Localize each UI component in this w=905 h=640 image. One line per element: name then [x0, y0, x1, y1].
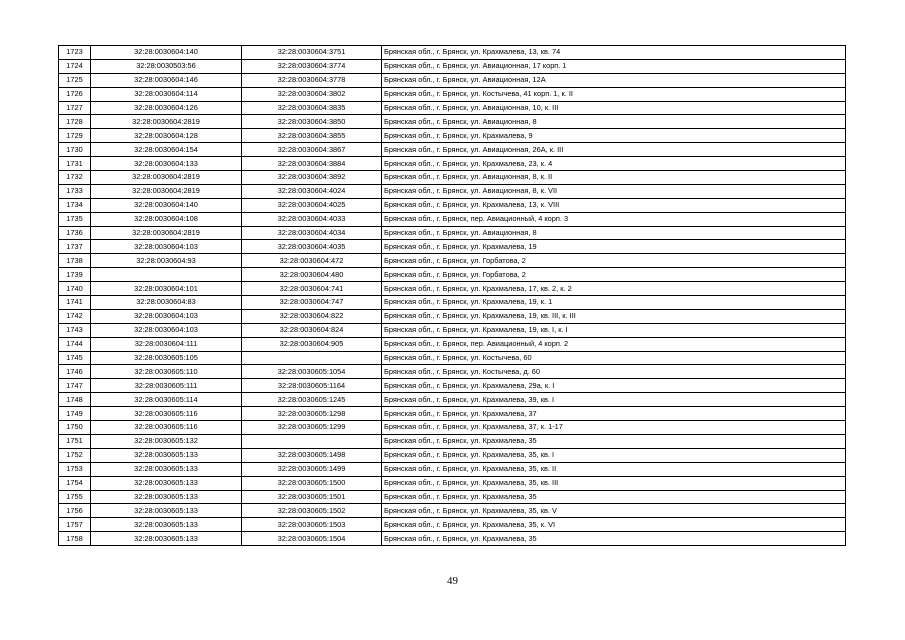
row-number-cell: 1752 [59, 448, 91, 462]
row-number-cell: 1751 [59, 434, 91, 448]
row-number-cell: 1757 [59, 518, 91, 532]
address-cell: Брянская обл., г. Брянск, ул. Крахмалева, 19, кв. I, к. I [382, 323, 846, 337]
object-cadastral-number-cell: 32:28:0030604:3867 [242, 143, 382, 157]
row-number-cell: 1732 [59, 171, 91, 185]
address-cell: Брянская обл., г. Брянск, ул. Крахмалева, 39, кв. I [382, 393, 846, 407]
land-cadastral-number-cell: 32:28:0030604:83 [91, 296, 242, 310]
row-number-cell: 1739 [59, 268, 91, 282]
address-cell: Брянская обл., г. Брянск, ул. Крахмалева, 13, кв. 74 [382, 46, 846, 60]
land-cadastral-number-cell: 32:28:0030605:105 [91, 351, 242, 365]
table-row [59, 212, 846, 226]
table-row [59, 379, 846, 393]
address-cell: Брянская обл., г. Брянск, ул. Крахмалева, 23, к. 4 [382, 157, 846, 171]
object-cadastral-number-cell: 32:28:0030604:747 [242, 296, 382, 310]
table-row [59, 462, 846, 476]
row-number-cell: 1743 [59, 323, 91, 337]
row-number-cell: 1735 [59, 212, 91, 226]
row-number-cell: 1726 [59, 87, 91, 101]
object-cadastral-number-cell: 32:28:0030604:3892 [242, 171, 382, 185]
address-cell: Брянская обл., г. Брянск, ул. Крахмалева, 19, кв. III, к. III [382, 309, 846, 323]
address-cell: Брянская обл., г. Брянск, ул. Авиационная, 26А, к. III [382, 143, 846, 157]
address-cell: Брянская обл., г. Брянск, ул. Крахмалева, 29а, к. I [382, 379, 846, 393]
address-cell: Брянская обл., г. Брянск, ул. Костычева, 41 корп. 1, к. II [382, 87, 846, 101]
land-cadastral-number-cell: 32:28:0030605:114 [91, 393, 242, 407]
address-cell: Брянская обл., г. Брянск, ул. Авиационная, 10, к. III [382, 101, 846, 115]
table-row [59, 240, 846, 254]
land-cadastral-number-cell: 32:28:0030605:133 [91, 448, 242, 462]
table-row [59, 490, 846, 504]
row-number-cell: 1747 [59, 379, 91, 393]
address-cell: Брянская обл., г. Брянск, ул. Авиационная, 8, к. II [382, 171, 846, 185]
table-row [59, 184, 846, 198]
table-row [59, 421, 846, 435]
row-number-cell: 1755 [59, 490, 91, 504]
land-cadastral-number-cell: 32:28:0030604:133 [91, 157, 242, 171]
object-cadastral-number-cell: 32:28:0030605:1298 [242, 407, 382, 421]
address-cell: Брянская обл., г. Брянск, ул. Крахмалева, 9 [382, 129, 846, 143]
land-cadastral-number-cell: 32:28:0030605:133 [91, 532, 242, 546]
row-number-cell: 1758 [59, 532, 91, 546]
object-cadastral-number-cell: 32:28:0030605:1054 [242, 365, 382, 379]
address-cell: Брянская обл., г. Брянск, ул. Крахмалева, 35, к. VI [382, 518, 846, 532]
table-row [59, 282, 846, 296]
object-cadastral-number-cell: 32:28:0030605:1502 [242, 504, 382, 518]
row-number-cell: 1753 [59, 462, 91, 476]
row-number-cell: 1756 [59, 504, 91, 518]
address-cell: Брянская обл., г. Брянск, ул. Крахмалева, 37 [382, 407, 846, 421]
object-cadastral-number-cell: 32:28:0030604:4024 [242, 184, 382, 198]
address-cell: Брянская обл., г. Брянск, ул. Крахмалева, 35 [382, 490, 846, 504]
address-cell: Брянская обл., г. Брянск, ул. Авиационная, 8 [382, 115, 846, 129]
table-row [59, 254, 846, 268]
table-row [59, 532, 846, 546]
object-cadastral-number-cell: 32:28:0030604:741 [242, 282, 382, 296]
land-cadastral-number-cell: 32:28:0030604:103 [91, 309, 242, 323]
address-cell: Брянская обл., г. Брянск, ул. Крахмалева, 13, к. VIII [382, 198, 846, 212]
object-cadastral-number-cell: 32:28:0030605:1503 [242, 518, 382, 532]
row-number-cell: 1744 [59, 337, 91, 351]
object-cadastral-number-cell: 32:28:0030604:3778 [242, 73, 382, 87]
land-cadastral-number-cell: 32:28:0030605:133 [91, 462, 242, 476]
address-cell: Брянская обл., г. Брянск, ул. Авиационная, 12А [382, 73, 846, 87]
row-number-cell: 1725 [59, 73, 91, 87]
land-cadastral-number-cell: 32:28:0030604:140 [91, 198, 242, 212]
object-cadastral-number-cell: 32:28:0030604:905 [242, 337, 382, 351]
row-number-cell: 1749 [59, 407, 91, 421]
table-row [59, 323, 846, 337]
row-number-cell: 1742 [59, 309, 91, 323]
row-number-cell: 1733 [59, 184, 91, 198]
land-cadastral-number-cell: 32:28:0030604:2819 [91, 184, 242, 198]
table-row [59, 268, 846, 282]
land-cadastral-number-cell: 32:28:0030605:133 [91, 518, 242, 532]
land-cadastral-number-cell: 32:28:0030604:140 [91, 46, 242, 60]
object-cadastral-number-cell: 32:28:0030604:824 [242, 323, 382, 337]
address-cell: Брянская обл., г. Брянск, ул. Крахмалева, 35, кв. V [382, 504, 846, 518]
object-cadastral-number-cell: 32:28:0030604:3835 [242, 101, 382, 115]
object-cadastral-number-cell: 32:28:0030604:472 [242, 254, 382, 268]
table-row [59, 365, 846, 379]
table-row [59, 337, 846, 351]
object-cadastral-number-cell: 32:28:0030604:3751 [242, 46, 382, 60]
land-cadastral-number-cell [91, 268, 242, 282]
land-cadastral-number-cell: 32:28:0030604:108 [91, 212, 242, 226]
table-row [59, 393, 846, 407]
address-cell: Брянская обл., г. Брянск, ул. Крахмалева, 35, кв. II [382, 462, 846, 476]
land-cadastral-number-cell: 32:28:0030605:133 [91, 504, 242, 518]
object-cadastral-number-cell: 32:28:0030604:4035 [242, 240, 382, 254]
table-row [59, 504, 846, 518]
row-number-cell: 1741 [59, 296, 91, 310]
land-cadastral-number-cell: 32:28:0030605:132 [91, 434, 242, 448]
row-number-cell: 1729 [59, 129, 91, 143]
object-cadastral-number-cell: 32:28:0030605:1299 [242, 421, 382, 435]
object-cadastral-number-cell [242, 351, 382, 365]
row-number-cell: 1754 [59, 476, 91, 490]
row-number-cell: 1731 [59, 157, 91, 171]
table-row [59, 226, 846, 240]
object-cadastral-number-cell: 32:28:0030604:3850 [242, 115, 382, 129]
table-row [59, 143, 846, 157]
table-row [59, 434, 846, 448]
table-row [59, 157, 846, 171]
object-cadastral-number-cell: 32:28:0030605:1498 [242, 448, 382, 462]
row-number-cell: 1727 [59, 101, 91, 115]
page-number: 49 [447, 575, 458, 587]
row-number-cell: 1728 [59, 115, 91, 129]
object-cadastral-number-cell: 32:28:0030605:1164 [242, 379, 382, 393]
object-cadastral-number-cell: 32:28:0030604:4034 [242, 226, 382, 240]
address-cell: Брянская обл., г. Брянск, ул. Авиационная, 17 корп. 1 [382, 59, 846, 73]
row-number-cell: 1750 [59, 421, 91, 435]
address-cell: Брянская обл., г. Брянск, ул. Крахмалева, 35, кв. I [382, 448, 846, 462]
registry-table-body [59, 46, 846, 546]
table-row [59, 171, 846, 185]
address-cell: Брянская обл., г. Брянск, ул. Крахмалева, 19 [382, 240, 846, 254]
object-cadastral-number-cell: 32:28:0030604:3855 [242, 129, 382, 143]
object-cadastral-number-cell: 32:28:0030605:1245 [242, 393, 382, 407]
table-row [59, 296, 846, 310]
land-cadastral-number-cell: 32:28:0030605:133 [91, 490, 242, 504]
object-cadastral-number-cell: 32:28:0030604:4025 [242, 198, 382, 212]
object-cadastral-number-cell: 32:28:0030605:1500 [242, 476, 382, 490]
address-cell: Брянская обл., г. Брянск, пер. Авиационный, 4 корп. 3 [382, 212, 846, 226]
row-number-cell: 1738 [59, 254, 91, 268]
land-cadastral-number-cell: 32:28:0030604:2819 [91, 226, 242, 240]
address-cell: Брянская обл., г. Брянск, ул. Горбатова, 2 [382, 268, 846, 282]
land-cadastral-number-cell: 32:28:0030604:2819 [91, 115, 242, 129]
table-row [59, 448, 846, 462]
table-row [59, 59, 846, 73]
land-cadastral-number-cell: 32:28:0030604:103 [91, 240, 242, 254]
table-row [59, 476, 846, 490]
table-row [59, 87, 846, 101]
land-cadastral-number-cell: 32:28:0030604:126 [91, 101, 242, 115]
object-cadastral-number-cell: 32:28:0030604:3802 [242, 87, 382, 101]
table-row [59, 407, 846, 421]
land-cadastral-number-cell: 32:28:0030604:128 [91, 129, 242, 143]
land-cadastral-number-cell: 32:28:0030604:101 [91, 282, 242, 296]
object-cadastral-number-cell: 32:28:0030604:4033 [242, 212, 382, 226]
row-number-cell: 1737 [59, 240, 91, 254]
object-cadastral-number-cell: 32:28:0030605:1504 [242, 532, 382, 546]
land-cadastral-number-cell: 32:28:0030604:2819 [91, 171, 242, 185]
land-cadastral-number-cell: 32:28:0030604:111 [91, 337, 242, 351]
table-row [59, 309, 846, 323]
object-cadastral-number-cell: 32:28:0030604:822 [242, 309, 382, 323]
land-cadastral-number-cell: 32:28:0030605:110 [91, 365, 242, 379]
row-number-cell: 1723 [59, 46, 91, 60]
object-cadastral-number-cell: 32:28:0030604:3884 [242, 157, 382, 171]
table-row [59, 73, 846, 87]
address-cell: Брянская обл., г. Брянск, ул. Крахмалева, 35 [382, 434, 846, 448]
land-cadastral-number-cell: 32:28:0030604:103 [91, 323, 242, 337]
table-row [59, 351, 846, 365]
address-cell: Брянская обл., г. Брянск, ул. Крахмалева, 35 [382, 532, 846, 546]
object-cadastral-number-cell: 32:28:0030605:1499 [242, 462, 382, 476]
table-row [59, 101, 846, 115]
row-number-cell: 1730 [59, 143, 91, 157]
object-cadastral-number-cell: 32:28:0030604:480 [242, 268, 382, 282]
land-cadastral-number-cell: 32:28:0030604:154 [91, 143, 242, 157]
address-cell: Брянская обл., г. Брянск, ул. Крахмалева, 37, к. 1-17 [382, 421, 846, 435]
row-number-cell: 1724 [59, 59, 91, 73]
address-cell: Брянская обл., г. Брянск, ул. Крахмалева, 19, к. 1 [382, 296, 846, 310]
land-cadastral-number-cell: 32:28:0030604:93 [91, 254, 242, 268]
land-cadastral-number-cell: 32:28:0030604:114 [91, 87, 242, 101]
row-number-cell: 1736 [59, 226, 91, 240]
row-number-cell: 1734 [59, 198, 91, 212]
row-number-cell: 1740 [59, 282, 91, 296]
land-cadastral-number-cell: 32:28:0030604:146 [91, 73, 242, 87]
table-row [59, 129, 846, 143]
address-cell: Брянская обл., г. Брянск, ул. Крахмалева, 35, кв. III [382, 476, 846, 490]
row-number-cell: 1746 [59, 365, 91, 379]
land-cadastral-number-cell: 32:28:0030605:111 [91, 379, 242, 393]
object-cadastral-number-cell: 32:28:0030604:3774 [242, 59, 382, 73]
address-cell: Брянская обл., г. Брянск, ул. Авиационная, 8 [382, 226, 846, 240]
address-cell: Брянская обл., г. Брянск, ул. Авиационная, 8, к. VII [382, 184, 846, 198]
address-cell: Брянская обл., г. Брянск, ул. Костычева, 60 [382, 351, 846, 365]
land-cadastral-number-cell: 32:28:0030503:56 [91, 59, 242, 73]
address-cell: Брянская обл., г. Брянск, пер. Авиационный, 4 корп. 2 [382, 337, 846, 351]
object-cadastral-number-cell [242, 434, 382, 448]
row-number-cell: 1745 [59, 351, 91, 365]
row-number-cell: 1748 [59, 393, 91, 407]
address-cell: Брянская обл., г. Брянск, ул. Крахмалева, 17, кв. 2, к. 2 [382, 282, 846, 296]
table-row [59, 198, 846, 212]
table-row [59, 46, 846, 60]
land-cadastral-number-cell: 32:28:0030605:116 [91, 407, 242, 421]
address-cell: Брянская обл., г. Брянск, ул. Костычева, д. 60 [382, 365, 846, 379]
property-registry-table [58, 45, 846, 546]
object-cadastral-number-cell: 32:28:0030605:1501 [242, 490, 382, 504]
land-cadastral-number-cell: 32:28:0030605:116 [91, 421, 242, 435]
land-cadastral-number-cell: 32:28:0030605:133 [91, 476, 242, 490]
address-cell: Брянская обл., г. Брянск, ул. Горбатова, 2 [382, 254, 846, 268]
table-row [59, 518, 846, 532]
table-row [59, 115, 846, 129]
